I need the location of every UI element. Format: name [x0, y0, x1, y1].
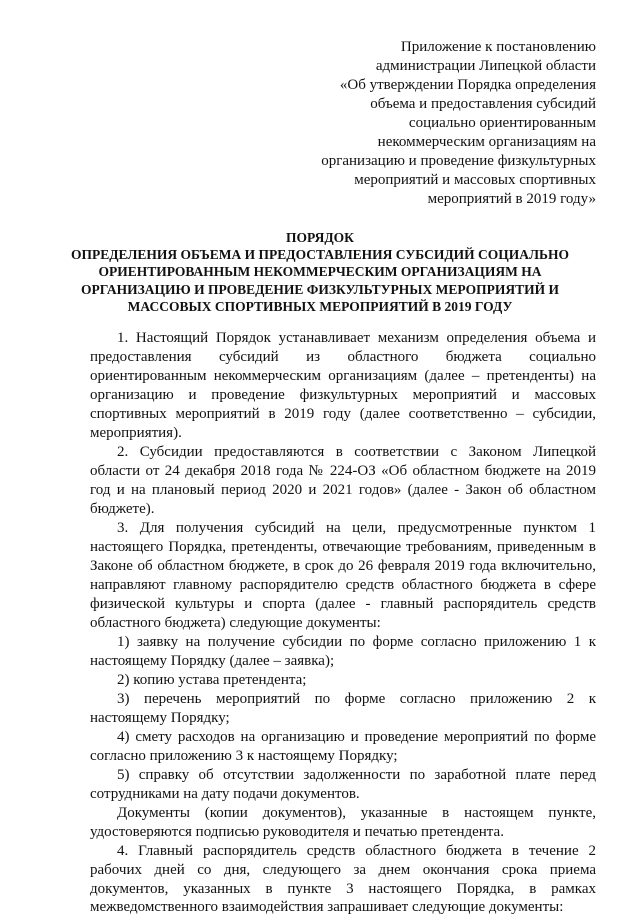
paragraph-3-line: направляют главному распорядителю средств областного бюджета в сфере: [90, 577, 596, 593]
list-item-5: сотрудниками на дату подачи документов.: [90, 786, 360, 802]
header-line: объема и предоставления субсидий: [370, 96, 596, 112]
list-item-5: 5) справку об отсутствии задолженности по заработной плате перед: [117, 767, 596, 783]
header-line: некоммерческим организациям на: [377, 134, 596, 150]
list-item-2: 2) копию устава претендента;: [117, 672, 307, 688]
paragraph-3-line: физической культуры и спорта (далее - главный распорядитель средств: [90, 596, 596, 612]
header-line: «Об утверждении Порядка определения: [339, 77, 596, 93]
header-line: организацию и проведение физкультурных: [321, 153, 596, 169]
paragraph-3-line: областного бюджета) следующие документы:: [90, 615, 381, 631]
paragraph-2-line: 2. Субсидии предоставляются в соответствии с Законом Липецкой: [117, 444, 596, 460]
list-item-3: настоящему Порядку;: [90, 710, 230, 726]
header-line: администрации Липецкой области: [375, 58, 596, 74]
list-item-4: согласно приложению 3 к настоящему Порядку;: [90, 748, 398, 764]
paragraph-3-line: 3. Для получения субсидий на цели, предусмотренные пунктом 1: [117, 520, 596, 536]
paragraph-1-line: предоставления субсидий из областного бюджета социально: [90, 349, 596, 365]
header-line: Приложение к постановлению: [400, 39, 596, 55]
paragraph-2-line: год и на плановый период 2020 и 2021 годов» (далее - Закон об областном: [90, 482, 596, 498]
paragraph-1-line: спортивных мероприятий в 2019 году (далее соответственно – субсидии,: [90, 406, 596, 422]
list-item-3: 3) перечень мероприятий по форме согласно приложению 2 к: [117, 691, 596, 707]
paragraph-3-line: Законе об областном бюджете, в срок до 26 февраля 2019 года включительно,: [90, 558, 596, 574]
title-line: ОПРЕДЕЛЕНИЯ ОБЪЕМА И ПРЕДОСТАВЛЕНИЯ СУБСИДИЙ СОЦИАЛЬНО: [71, 247, 569, 262]
header-line: социально ориентированным: [408, 115, 596, 131]
paragraph-2-line: области от 24 декабря 2018 года № 224-ОЗ «Об областном бюджете на 2019: [90, 463, 596, 479]
paragraph-4-line: 4. Главный распорядитель средств областного бюджета в течение 2: [117, 843, 596, 859]
paragraph-4-line: документов, указанных в пункте 3 настоящего Порядка, в рамках: [90, 881, 596, 897]
paragraph-1-line: мероприятия).: [90, 425, 182, 441]
list-item-1: 1) заявку на получение субсидии по форме согласно приложению 1 к: [117, 634, 596, 650]
paragraph-note-line: Документы (копии документов), указанные в настоящем пункте,: [117, 805, 596, 821]
paragraph-3-line: настоящего Порядка, претенденты, отвечающие требованиям, приведенным в: [90, 539, 596, 555]
header-line: мероприятий и массовых спортивных: [354, 172, 596, 188]
paragraph-1-line: организацию и проведение физкультурных мероприятий и массовых: [90, 387, 596, 403]
paragraph-note-line: удостоверяются подписью руководителя и печатью претендента.: [90, 824, 504, 840]
title-line: МАССОВЫХ СПОРТИВНЫХ МЕРОПРИЯТИЙ В 2019 ГОДУ: [127, 299, 513, 314]
header-line: мероприятий в 2019 году»: [427, 191, 596, 207]
title-line: ОРИЕНТИРОВАННЫМ НЕКОММЕРЧЕСКИМ ОРГАНИЗАЦИЯМ НА: [98, 264, 542, 279]
paragraph-1-line: ориентированным некоммерческим организациям (далее – претенденты) на: [90, 368, 596, 384]
list-item-1: настоящему Порядку (далее – заявка);: [90, 653, 335, 669]
document-title: ПОРЯДОК: [286, 230, 354, 245]
paragraph-2-line: бюджете).: [90, 501, 155, 517]
paragraph-4-line: межведомственного взаимодействия запрашивает следующие документы:: [90, 899, 564, 915]
paragraph-1-line: 1. Настоящий Порядок устанавливает механизм определения объема и: [117, 330, 596, 346]
list-item-4: 4) смету расходов на организацию и проведение мероприятий по форме: [117, 729, 596, 745]
paragraph-4-line: рабочих дней со дня, следующего за днем окончания срока приема: [90, 862, 596, 878]
title-line: ОРГАНИЗАЦИЮ И ПРОВЕДЕНИЕ ФИЗКУЛЬТУРНЫХ МЕРОПРИЯТИЙ И: [81, 282, 559, 297]
